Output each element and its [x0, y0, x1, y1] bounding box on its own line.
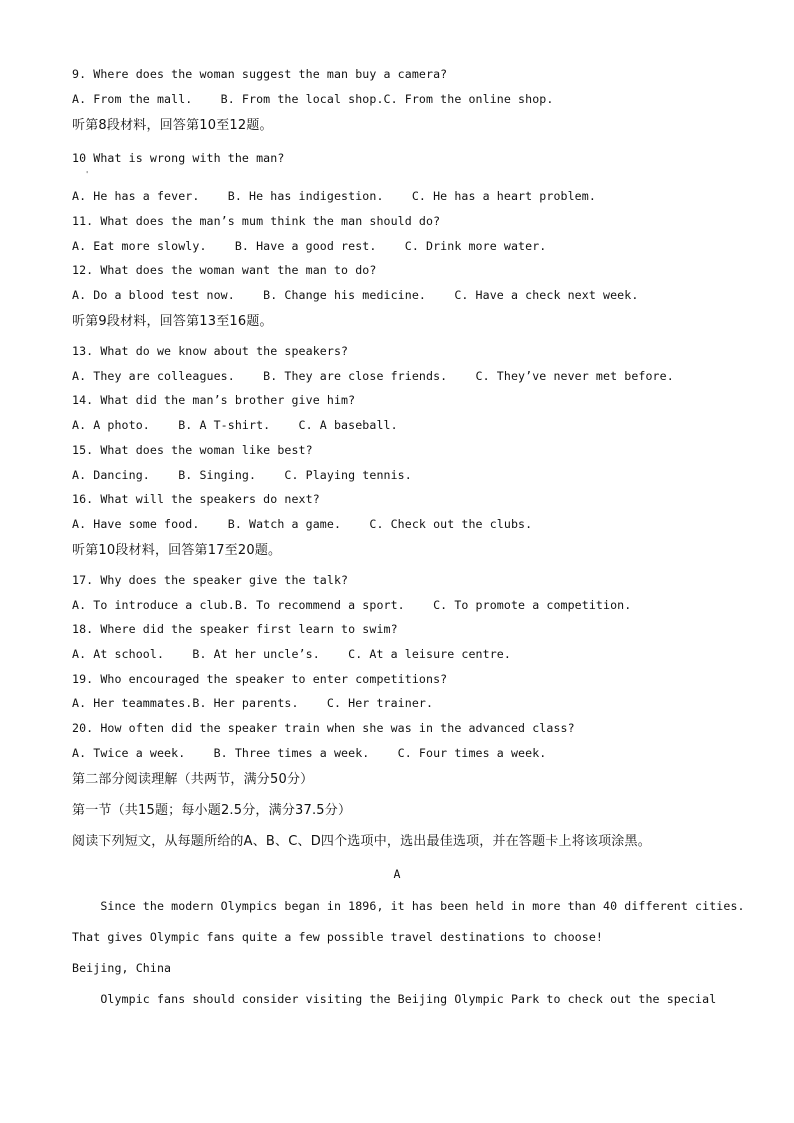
- question-18: 18. Where did the speaker first learn to swim?: [72, 622, 398, 636]
- question-13: 13. What do we know about the speakers?: [72, 344, 349, 358]
- question-10-options: A. He has a fever. B. He has indigestion. C. He has a heart problem.: [72, 189, 596, 203]
- section-10-heading: 听第10段材料，回答第17至20题。: [72, 543, 282, 558]
- stray-mark: ': [86, 170, 89, 179]
- question-16: 16. What will the speakers do next?: [72, 492, 320, 506]
- question-17-options: A. To introduce a club.B. To recommend a sport. C. To promote a competition.: [72, 598, 632, 612]
- reading-section-heading: 第一节（共15题；每小题2.5分，满分37.5分）: [72, 803, 352, 818]
- question-10: 10 What is wrong with the man?: [72, 151, 285, 165]
- passage-paragraph-1-line-2: That gives Olympic fans quite a few possible travel destinations to choose!: [72, 930, 604, 944]
- question-9: 9. Where does the woman suggest the man buy a camera?: [72, 67, 448, 81]
- question-11: 11. What does the man’s mum think the man should do?: [72, 214, 441, 228]
- question-20-options: A. Twice a week. B. Three times a week. C. Four times a week.: [72, 746, 547, 760]
- passage-label: A: [393, 867, 401, 881]
- question-9-options: A. From the mall. B. From the local shop.C. From the online shop.: [72, 92, 554, 106]
- reading-instructions: 阅读下列短文，从每题所给的A、B、C、D四个选项中，选出最佳选项，并在答题卡上将该项涂黑。: [72, 834, 651, 849]
- question-11-options: A. Eat more slowly. B. Have a good rest. C. Drink more water.: [72, 239, 547, 253]
- question-14: 14. What did the man’s brother give him?: [72, 393, 356, 407]
- question-19: 19. Who encouraged the speaker to enter competitions?: [72, 672, 448, 686]
- question-18-options: A. At school. B. At her uncle’s. C. At a leisure centre.: [72, 647, 511, 661]
- section-8-heading: 听第8段材料，回答第10至12题。: [72, 118, 273, 133]
- section-9-heading: 听第9段材料，回答第13至16题。: [72, 314, 273, 329]
- passage-paragraph-1-line-1: Since the modern Olympics began in 1896, it has been held in more than 40 different cities.: [72, 899, 745, 913]
- question-20: 20. How often did the speaker train when she was in the advanced class?: [72, 721, 575, 735]
- passage-subheading: Beijing, China: [72, 961, 172, 975]
- question-15: 15. What does the woman like best?: [72, 443, 313, 457]
- question-15-options: A. Dancing. B. Singing. C. Playing tennis.: [72, 468, 412, 482]
- question-13-options: A. They are colleagues. B. They are close friends. C. They’ve never met before.: [72, 369, 674, 383]
- question-19-options: A. Her teammates.B. Her parents. C. Her trainer.: [72, 696, 434, 710]
- passage-paragraph-2-line-1: Olympic fans should consider visiting the Beijing Olympic Park to check out the special: [72, 992, 717, 1006]
- reading-part-heading: 第二部分阅读理解（共两节，满分50分）: [72, 772, 314, 787]
- question-17: 17. Why does the speaker give the talk?: [72, 573, 349, 587]
- question-16-options: A. Have some food. B. Watch a game. C. Check out the clubs.: [72, 517, 533, 531]
- question-14-options: A. A photo. B. A T-shirt. C. A baseball.: [72, 418, 398, 432]
- question-12: 12. What does the woman want the man to do?: [72, 263, 377, 277]
- question-12-options: A. Do a blood test now. B. Change his medicine. C. Have a check next week.: [72, 288, 639, 302]
